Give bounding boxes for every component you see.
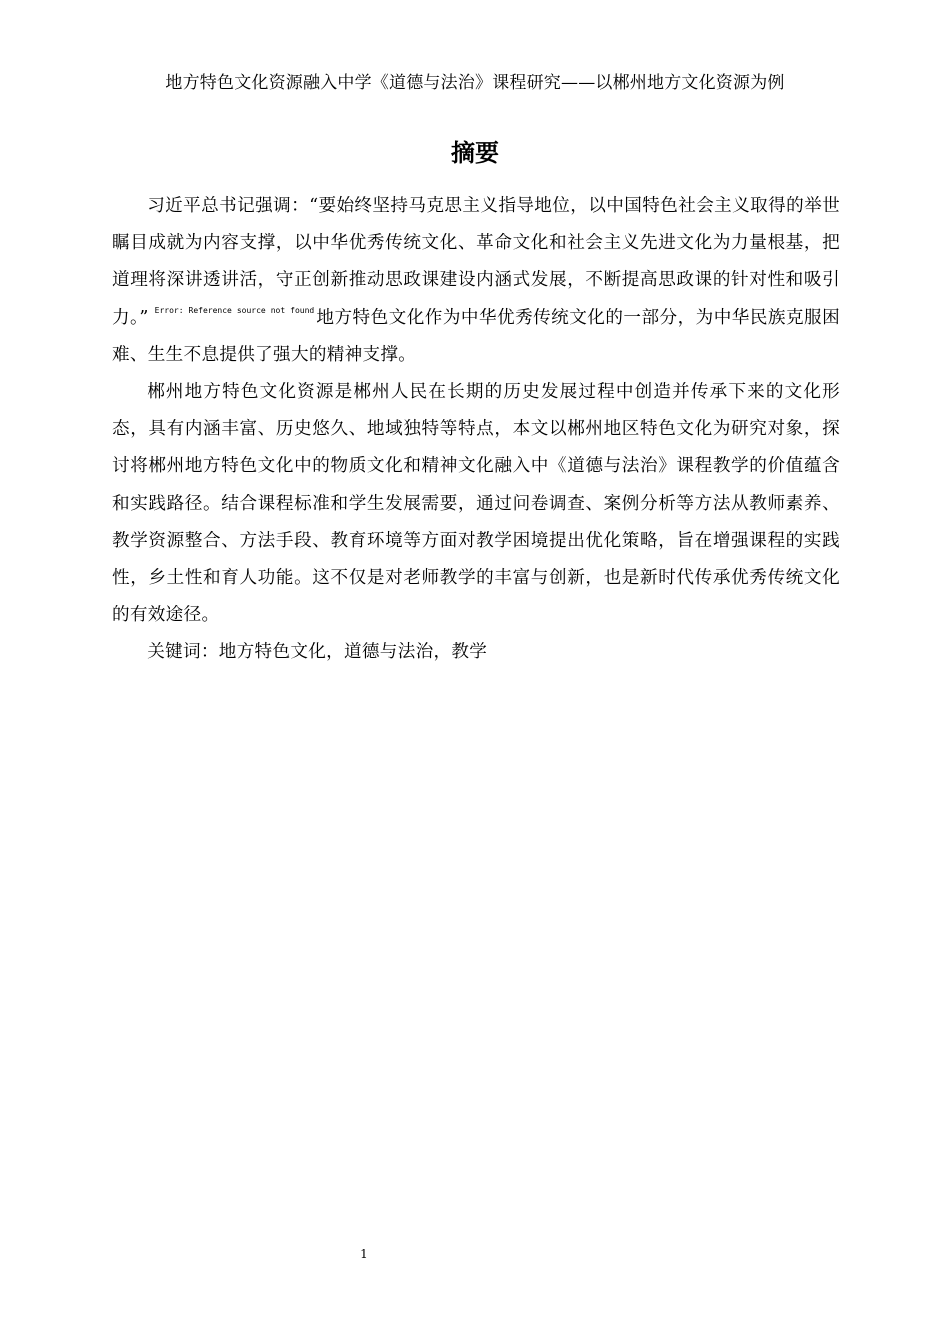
abstract-paragraph-2: 郴州地方特色文化资源是郴州人民在长期的历史发展过程中创造并传承下来的文化形态，具有内涵丰富、历史悠久、地域独特等特点，本文以郴州地区特色文化为研究对象，探讨将郴州地方特色文化中的物质文化和精神文化融入中《道德与法治》课程教学的价值蕴含和实践路径。结合课程标准和学生发展需要，通过问卷调查、案例分析等方法从教师素养、教学资源整合、方法手段、教育环境等方面对教学困境提出优化策略，旨在增强课程的实践性，乡土性和育人功能。这不仅是对老师教学的丰富与创新，也是新时代传承优秀传统文化的有效途径。 <box>112 382 840 626</box>
abstract-paragraph-1 <box>112 188 840 374</box>
abstract-title: 摘要 <box>451 139 499 167</box>
paragraph-1-quote: 习近平总书记强调：“要始终坚持马克思主义指导地位，以中国特色社会主义取得的举世瞩目成就为内容支撑，以中华优秀传统文化、革命文化和社会主义先进文化为力量根基，把道理将深讲透讲活，守正创新推动思政课建设内涵式发展，不断提高思政课的针对性和吸引力。” <box>112 196 840 328</box>
keywords-label: 关键词： <box>147 642 219 663</box>
page-number: 1 <box>360 1247 368 1261</box>
reference-error-note: Error: Reference source not found <box>154 305 315 315</box>
keywords-list: 地方特色文化，道德与法治，教学 <box>218 642 488 663</box>
abstract-body <box>112 188 840 672</box>
paragraph-1-continuation: 地方特色文化作为中华优秀传统文化的一部分，为中华民族克服困难、生生不息提供了强大的精神支撑。 <box>112 307 840 365</box>
running-header: 地方特色文化资源融入中学《道德与法治》课程研究——以郴州地方文化资源为例 <box>165 73 785 93</box>
keywords-line <box>112 634 840 671</box>
